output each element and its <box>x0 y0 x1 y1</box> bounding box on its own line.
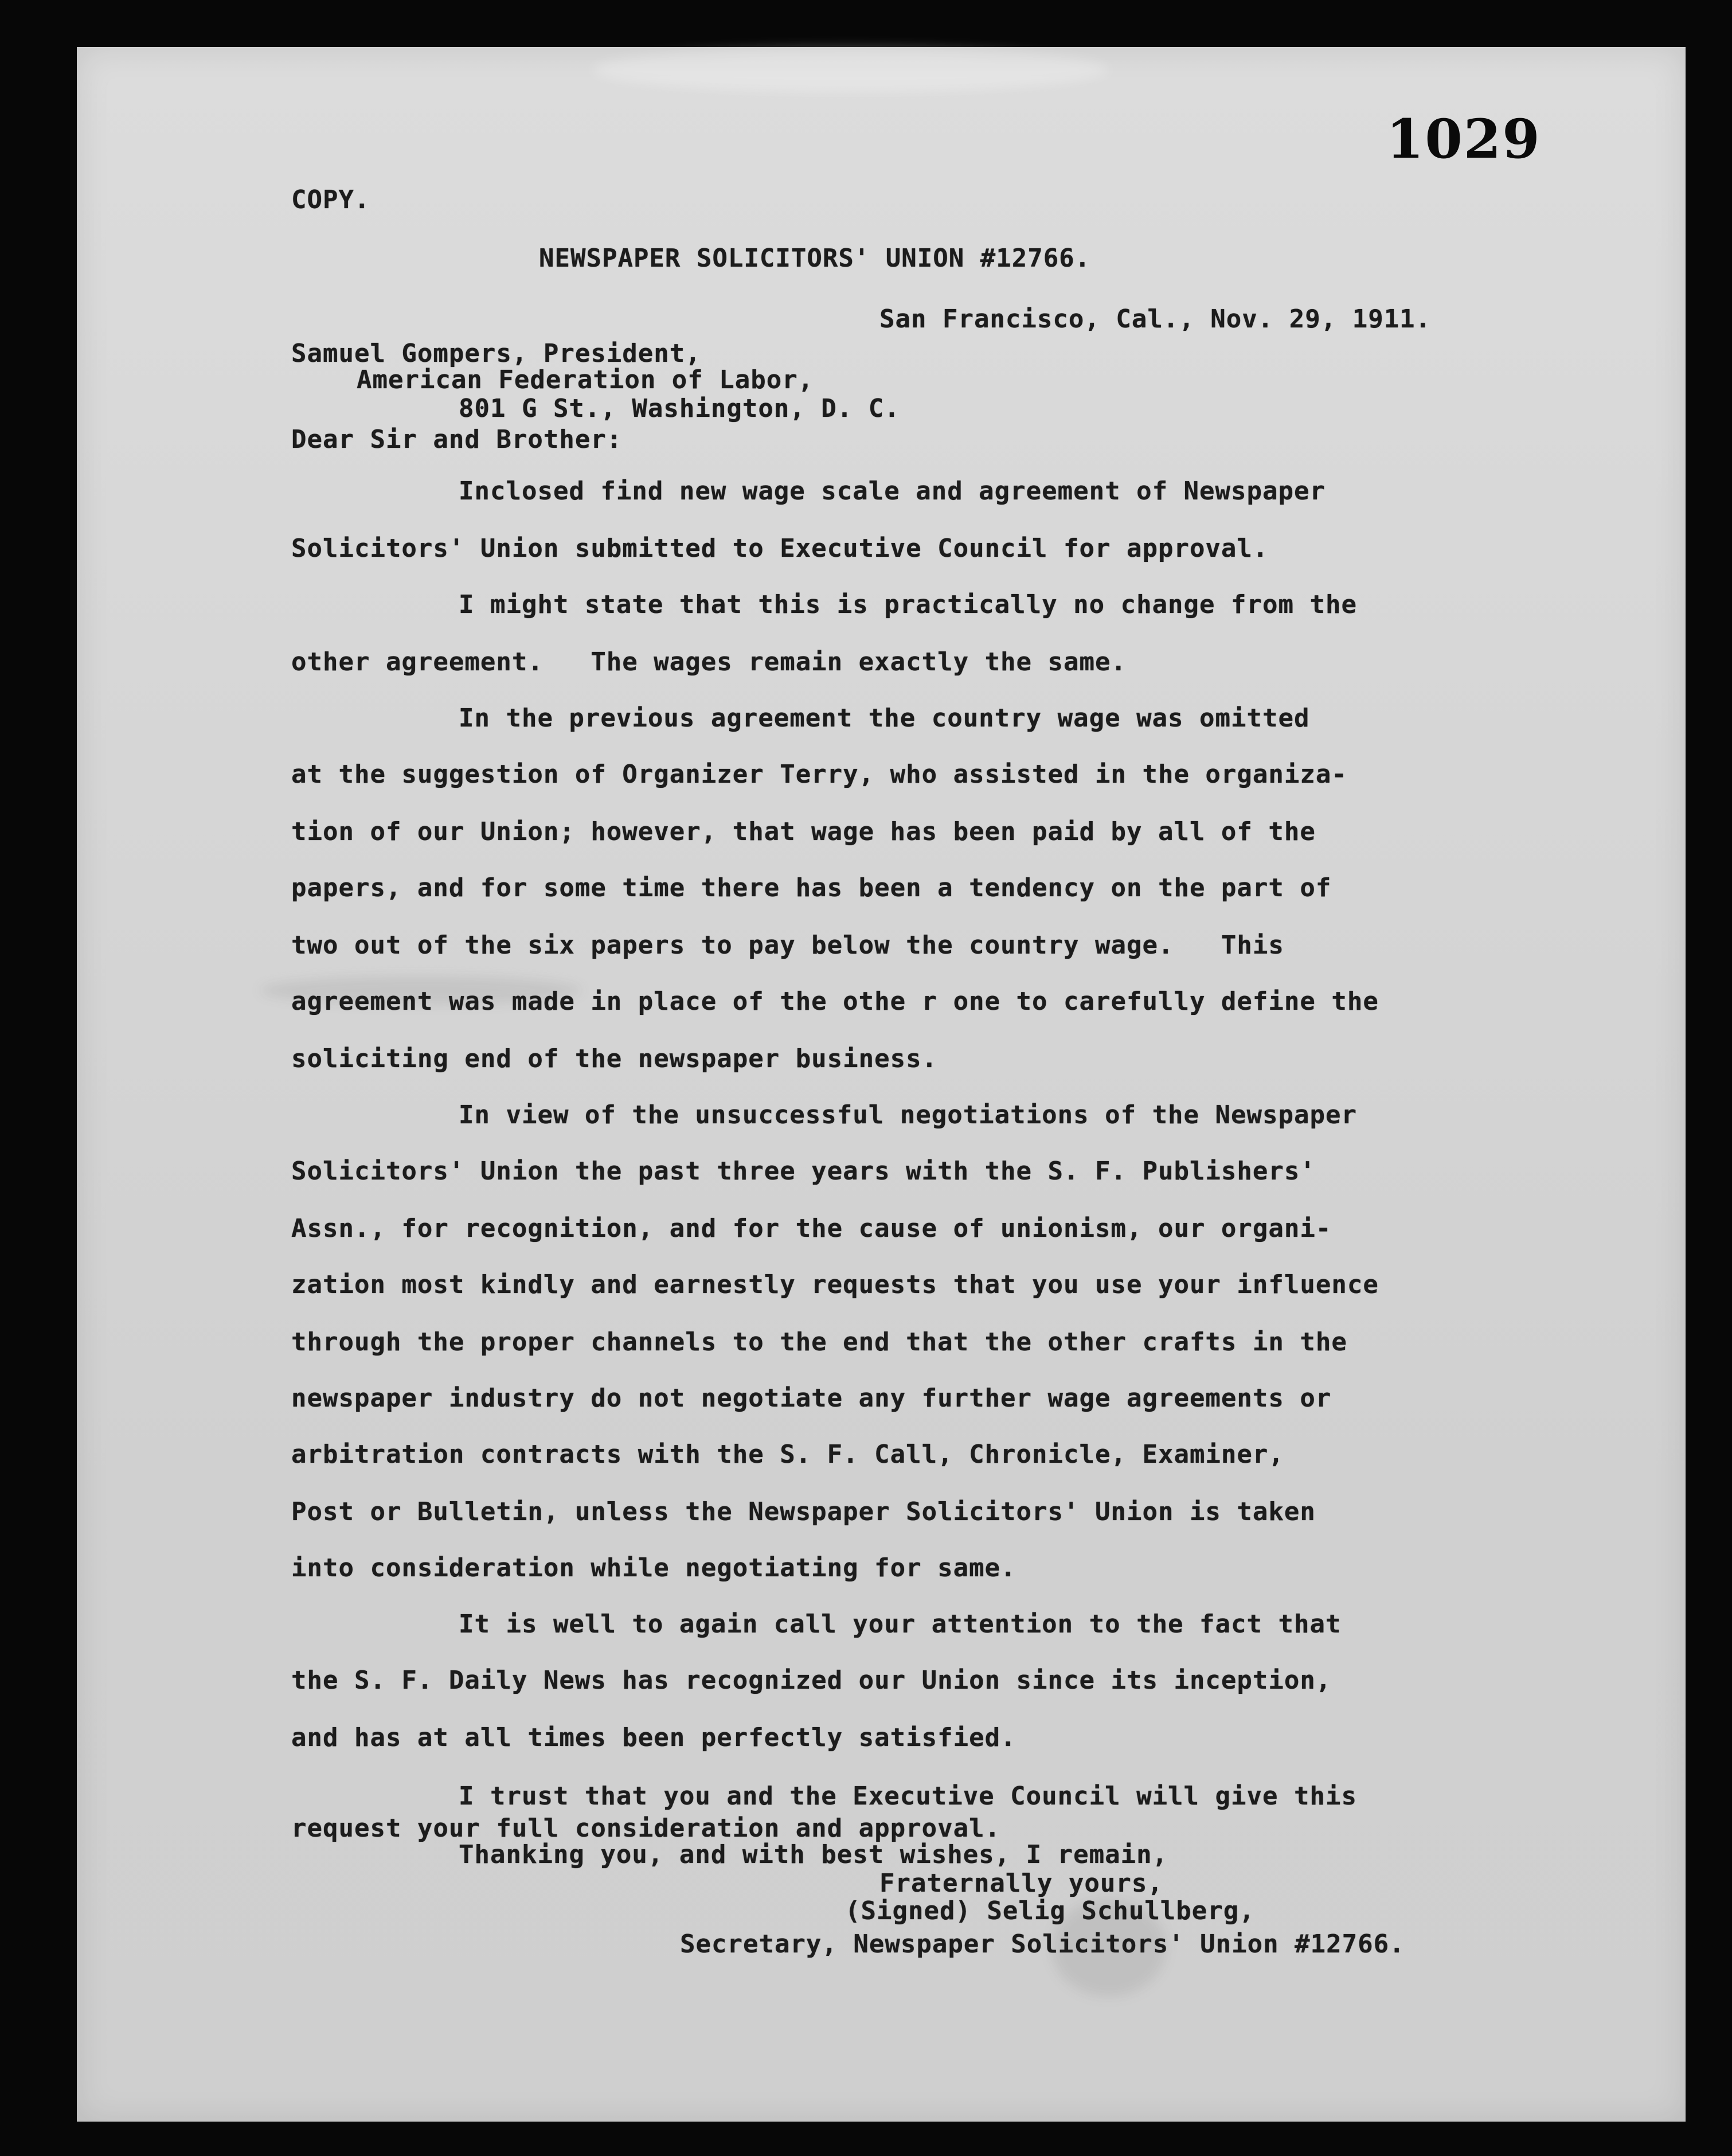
salutation: Dear Sir and Brother: <box>291 425 623 454</box>
letterhead: NEWSPAPER SOLICITORS' UNION #12766. <box>539 244 1091 273</box>
body-line: papers, and for some time there has been a tendency on the part of <box>291 873 1332 903</box>
addressee-line: Samuel Gompers, President, <box>291 339 701 368</box>
body-line: In the previous agreement the country wage was omitted <box>459 704 1310 733</box>
body-line: I trust that you and the Executive Council will give this <box>459 1782 1357 1811</box>
body-line: request your full consideration and approval. <box>291 1814 1001 1843</box>
body-line: other agreement. The wages remain exactly the same. <box>291 647 1127 677</box>
body-line: the S. F. Daily News has recognized our Union since its inception, <box>291 1666 1332 1695</box>
body-line: Assn., for recognition, and for the cause of unionism, our organi- <box>291 1214 1332 1243</box>
body-line: into consideration while negotiating for same. <box>291 1553 1016 1583</box>
body-line: through the proper channels to the end that the other crafts in the <box>291 1327 1347 1357</box>
body-line: Inclosed find new wage scale and agreement of Newspaper <box>459 476 1326 506</box>
closing-line: Fraternally yours, <box>879 1869 1163 1898</box>
addressee-line: American Federation of Labor, <box>357 365 814 395</box>
body-line: Solicitors' Union submitted to Executive Council for approval. <box>291 534 1269 563</box>
body-line: It is well to again call your attention to the fact that <box>459 1610 1342 1639</box>
body-line: agreement was made in place of the othe r one to carefully define the <box>291 987 1379 1016</box>
body-line: tion of our Union; however, that wage has been paid by all of the <box>291 817 1316 846</box>
body-line: soliciting end of the newspaper business. <box>291 1044 938 1073</box>
body-line: arbitration contracts with the S. F. Call, Chronicle, Examiner, <box>291 1440 1284 1469</box>
addressee-line: 801 G St., Washington, D. C. <box>459 394 900 423</box>
body-line: In view of the unsuccessful negotiations of the Newspaper <box>459 1100 1357 1130</box>
body-line: two out of the six papers to pay below the country wage. This <box>291 931 1284 960</box>
closing-line: Thanking you, and with best wishes, I remain, <box>459 1840 1168 1869</box>
body-line: and has at all times been perfectly satisfied. <box>291 1723 1016 1752</box>
body-line: Solicitors' Union the past three years with the S. F. Publishers' <box>291 1157 1316 1186</box>
paper-glare <box>593 47 1109 93</box>
body-line: newspaper industry do not negotiate any further wage agreements or <box>291 1384 1332 1413</box>
body-line: I might state that this is practically no change from the <box>459 590 1357 619</box>
signature-line: (Signed) Selig Schullberg, <box>845 1896 1255 1925</box>
page-number: 1029 <box>1386 108 1541 171</box>
copy-label: COPY. <box>291 185 370 214</box>
place-date: San Francisco, Cal., Nov. 29, 1911. <box>879 304 1432 334</box>
body-line: Post or Bulletin, unless the Newspaper Solicitors' Union is taken <box>291 1497 1316 1526</box>
signatory-title: Secretary, Newspaper Solicitors' Union #12766. <box>680 1930 1405 1959</box>
body-line: zation most kindly and earnestly requests that you use your influence <box>291 1270 1379 1299</box>
body-line: at the suggestion of Organizer Terry, who assisted in the organiza- <box>291 760 1347 789</box>
